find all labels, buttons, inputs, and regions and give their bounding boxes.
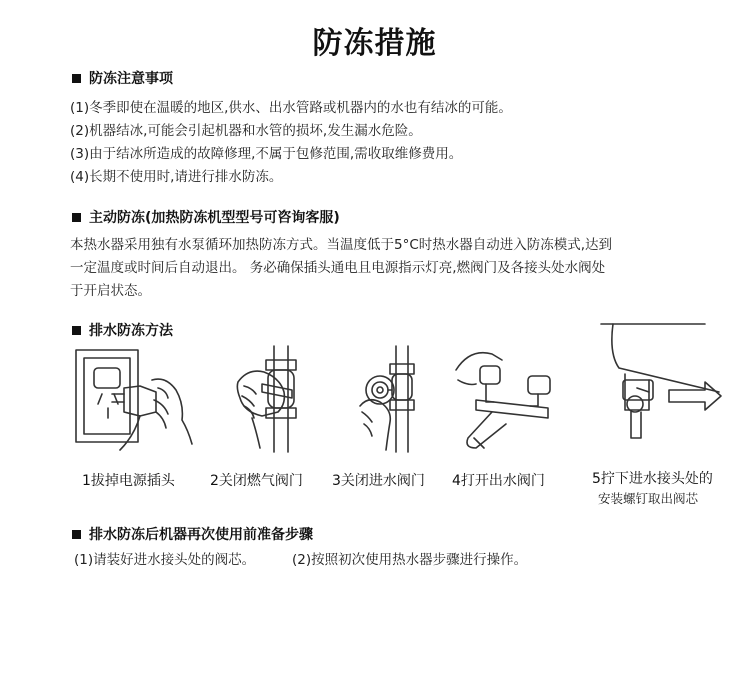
section-heading-reuse xyxy=(72,524,313,544)
step-subcaption: 安装螺钉取出阀芯 xyxy=(598,491,699,506)
section-heading-active xyxy=(72,207,340,227)
section-heading-label: 防冻注意事项 xyxy=(89,71,173,87)
gas-valve-icon xyxy=(222,340,322,455)
step-caption: 3关闭进水阀门 xyxy=(332,473,425,489)
step-caption: 2关闭燃气阀门 xyxy=(210,473,303,489)
inlet-fitting-icon xyxy=(595,318,725,458)
bullet-square-icon xyxy=(72,74,81,83)
reuse-item: (2)按照初次使用热水器步骤进行操作。 xyxy=(292,552,528,568)
section-heading-notes xyxy=(72,68,173,88)
bullet-square-icon xyxy=(72,530,81,539)
section-heading-label: 排水防冻方法 xyxy=(89,323,173,339)
step-caption: 1拔掉电源插头 xyxy=(82,473,175,489)
section-heading-label: 主动防冻(加热防冻机型型号可咨询客服) xyxy=(89,210,340,226)
step-caption: 4打开出水阀门 xyxy=(452,473,545,489)
page-title: 防冻措施 xyxy=(312,26,437,61)
section-heading-drain xyxy=(72,320,173,340)
note-line: (1)冬季即使在温暖的地区,供水、出水管路或机器内的水也有结冰的可能。 xyxy=(70,100,512,116)
note-line: (4)长期不使用时,请进行排水防冻。 xyxy=(70,169,283,185)
water-inlet-valve-icon xyxy=(350,340,440,455)
section-heading-label: 排水防冻后机器再次使用前准备步骤 xyxy=(89,527,313,543)
power-plug-icon xyxy=(70,340,200,455)
note-line: (3)由于结冰所造成的故障修理,不属于包修范围,需收取维修费用。 xyxy=(70,146,463,162)
active-line: 一定温度或时间后自动退出。 务必确保插头通电且电源指示灯亮,燃阀门及各接头处水阀处 xyxy=(70,260,606,276)
bullet-square-icon xyxy=(72,326,81,335)
note-line: (2)机器结冰,可能会引起机器和水管的损坏,发生漏水危险。 xyxy=(70,123,422,139)
active-line: 本热水器采用独有水泵循环加热防冻方式。当温度低于5°C时热水器自动进入防冻模式,达到 xyxy=(70,237,613,253)
water-outlet-faucet-icon xyxy=(452,340,572,455)
active-line: 于开启状态。 xyxy=(70,283,151,299)
step-caption: 5拧下进水接头处的 xyxy=(592,471,713,487)
bullet-square-icon xyxy=(72,213,81,222)
reuse-item: (1)请装好进水接头处的阀芯。 xyxy=(74,552,256,568)
